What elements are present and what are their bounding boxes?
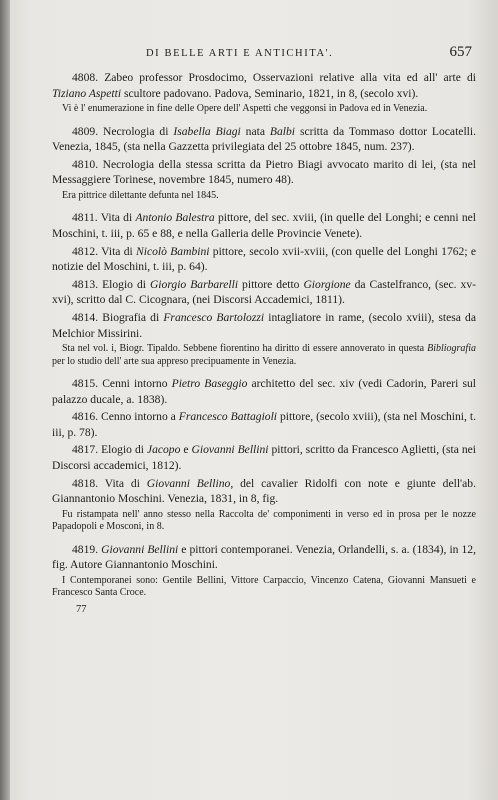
entry-4819: 4819. Giovanni Bellini e pittori contemporanei. Venezia, Orlandelli, s. a. (1834), in 12, fig. Autore Giannantonio Moschini. xyxy=(52,542,476,572)
note-4818: Fu ristampata nell' anno stesso nella Raccolta de' componimenti in verso ed in prosa per le nozze Papadopoli e Mosconi, in 8. xyxy=(52,508,476,533)
entry-4808: 4808. Zabeo professor Prosdocimo, Osservazioni relative alla vita ed all' arte di Tiziano Aspetti scultore padovano. Padova, Seminario, 1821, in 8, (secolo xvi). xyxy=(52,71,476,100)
entry-4809: 4809. Necrologia di Isabella Biagi nata Balbi scritta da Tommaso dottor Locatelli. Venezia, 1845, (sta nella Gazzetta privilegiata del 25 ottobre 1845, num. 237). xyxy=(52,124,477,154)
entry-4817: 4817. Elogio di Jacopo e Giovanni Bellini pittori, scritto da Francesco Aglietti, (sta nei Discorsi accademici, 1812). xyxy=(52,443,476,472)
page-number: 657 xyxy=(449,44,472,60)
signature-mark: 77 xyxy=(76,603,87,615)
entry-4812: 4812. Vita di Nicolò Bambini pittore, secolo xvii-xviii, (con quelle del Longhi 1762; e notizie del Moschini, t. iii, p. 64). xyxy=(52,244,476,274)
note-4819: I Contemporanei sono: Gentile Bellini, Vittore Carpaccio, Vincenzo Catena, Giovanni Mansueti e Francesco Santa Croce. xyxy=(52,574,476,599)
note-4810: Era pittrice dilettante defunta nel 1845. xyxy=(62,189,219,201)
note-4814: Sta nel vol. i, Biogr. Tipaldo. Sebbene fiorentino ha diritto di essere annoverato in questa Bibliografia per lo studio dell' arte sua appreso precipuamente in Venezia. xyxy=(52,343,476,367)
book-spine-shadow xyxy=(0,0,10,800)
entry-4813: 4813. Elogio di Giorgio Barbarelli pittore detto Giorgione da Castelfranco, (sec. xv-xvi), scritto dal C. Cicognara, (nei Discorsi Accademici, 1811). xyxy=(52,277,476,307)
running-title: DI BELLE ARTI E ANTICHITA'. xyxy=(146,48,334,59)
entry-4810: 4810. Necrologia della stessa scritta da Pietro Biagi avvocato marito di lei, (sta nel Messaggiere Torinese, novembre 1845, numero 48). xyxy=(52,157,476,187)
text-body xyxy=(52,70,476,615)
entry-4816: 4816. Cenno intorno a Francesco Battagioli pittore, (secolo xviii), (sta nel Moschini, t. iii, p. 78). xyxy=(52,410,476,439)
entry-4815: 4815. Cenni intorno Pietro Baseggio architetto del sec. xiv (vedi Cadorin, Pareri sul palazzo ducale, a. 1838). xyxy=(52,376,476,406)
entry-4814: 4814. Biografia di Francesco Bartolozzi intagliatore in rame, (secolo xviii), stesa da Melchior Missirini. xyxy=(52,310,476,340)
entry-4818: 4818. Vita di Giovanni Bellino, del cavalier Ridolfi con note e giunte dell'ab. Giannantonio Moschini. Venezia, 1831, in 8, fig. xyxy=(52,476,476,506)
note-4808: Vi è l' enumerazione in fine delle Opere dell' Aspetti che veggonsi in Padova ed in Venezia. xyxy=(62,103,428,115)
entry-4811: 4811. Vita di Antonio Balestra pittore, del sec. xviii, (in quelle del Longhi; e cenni nel Moschini, t. iii, p. 65 e 88, e nella Galleria delle Provincie Venete). xyxy=(52,211,476,240)
page-header xyxy=(146,44,476,64)
